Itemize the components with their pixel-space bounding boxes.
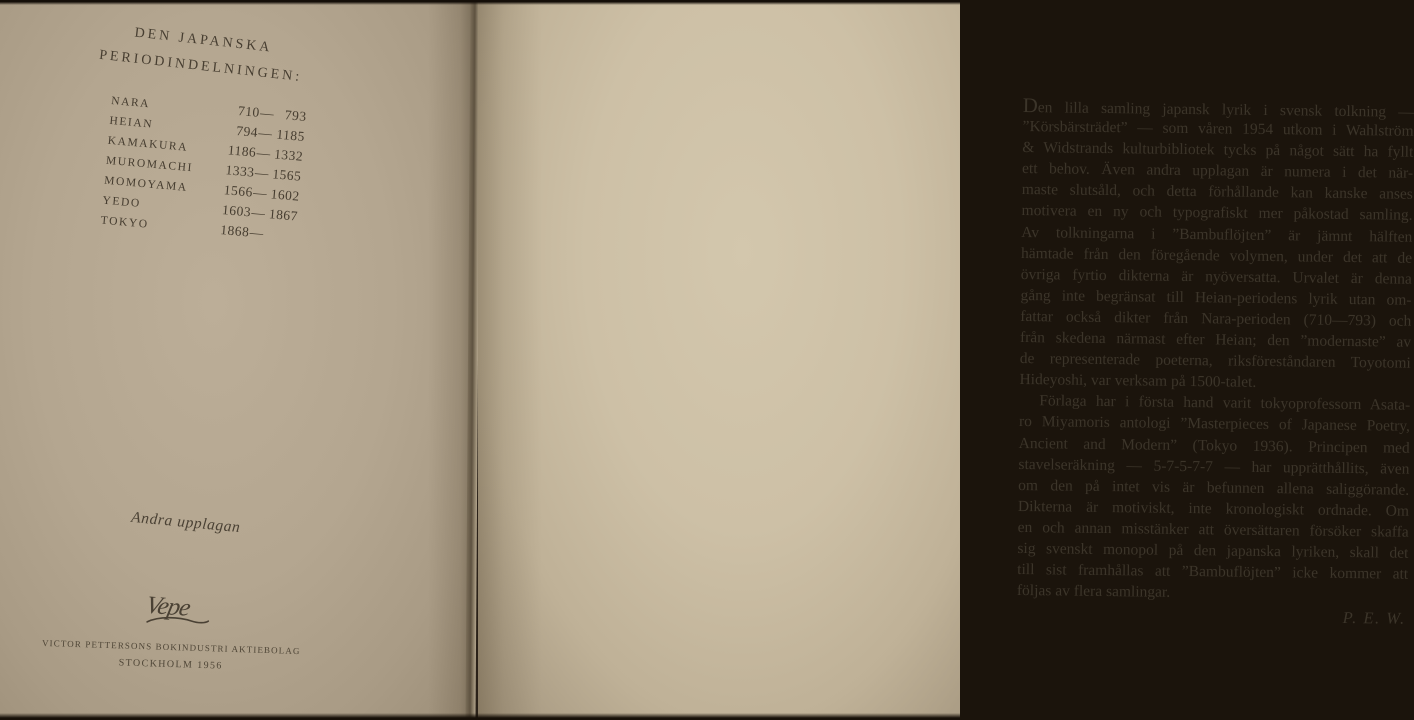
foreword-text <box>1017 95 1414 629</box>
period-year-from: 710 <box>237 103 261 120</box>
period-year-dash: — <box>249 224 265 241</box>
photo-edge-top <box>0 0 960 5</box>
left-page <box>0 0 474 720</box>
edition-note: Andra upplagan <box>130 508 242 537</box>
printer-imprint <box>40 638 303 674</box>
text-line: motivera en ny och typografiskt mer påkostad samling. <box>1021 202 1413 225</box>
period-year-dash: — <box>259 105 275 122</box>
text-line: sig svenskt monopol på den japanska lyriken, skall det <box>1017 539 1409 562</box>
translator-signature: P. E. W. <box>1342 608 1406 628</box>
text-line: Hideyoshi, var verksam på 1500-talet. <box>1019 371 1257 392</box>
period-name: KAMAKURA <box>107 134 189 154</box>
foreword-lines <box>1017 95 1414 606</box>
period-name: TOKYO <box>100 214 150 231</box>
period-heading-line2: PERIODINDELNINGEN: <box>98 47 303 86</box>
period-name: HEIAN <box>108 114 154 131</box>
period-year-dash: — <box>257 124 274 142</box>
text-line: om den på intet vis är befunnen allena saliggörande. <box>1018 476 1410 499</box>
period-name: MOMOYAMA <box>103 174 189 194</box>
text-line: maste slutsåld, och detta förhållande kan kanske anses <box>1021 181 1413 204</box>
text-line: gång inte begränsat till Heian-periodens lyrik utan om- <box>1020 286 1412 309</box>
text-line: & Widstrands kulturbibliotek tycks på något sätt ha fyllt <box>1022 139 1414 161</box>
period-year-from: 1333 <box>225 162 256 180</box>
period-year-dash: — <box>256 144 272 162</box>
printer-name: VICTOR PETTERSONS BOKINDUSTRI AKTIEBOLAG <box>41 637 301 657</box>
text-line: hämtade från den föregående volymen, under det att de <box>1020 244 1413 267</box>
text-line: Förlaga har i första hand varit tokyoprofessorn Asata- <box>1039 392 1411 415</box>
period-year-dash: — <box>252 184 268 201</box>
text-line: en och annan misstänker att översättaren försöker skaffa <box>1017 518 1409 541</box>
period-year-from: 1186 <box>227 142 257 160</box>
period-name: NARA <box>110 94 151 111</box>
period-heading <box>86 16 318 93</box>
period-year-to: 1602 <box>270 186 301 204</box>
text-line: följas av flera samlingar. <box>1016 582 1171 601</box>
period-year-dash: — <box>254 164 270 181</box>
text-line: till sist framhållas att ”Bambuflöjten” icke kommer att <box>1017 561 1409 583</box>
printer-city-year: STOCKHOLM 1956 <box>118 657 223 672</box>
printer-logo <box>145 592 211 628</box>
text-line: Av tolkningarna i ”Bambuflöjten” är jämnt hälften <box>1021 223 1413 246</box>
period-year-dash: — <box>250 204 267 221</box>
period-year-to: 793 <box>284 107 308 125</box>
period-years <box>225 102 307 125</box>
text-line: övriga fyrtio dikterna är nyöversatta. Urvalet är denna <box>1020 265 1412 288</box>
period-year-from: 1603 <box>221 202 252 220</box>
period-year-to: 1185 <box>275 126 306 144</box>
period-heading-line1: DEN JAPANSKA <box>133 25 274 56</box>
period-name: MUROMACHI <box>105 154 194 175</box>
text-line: ”Körsbärsträdet” — som våren 1954 utkom i Wahlström <box>1022 118 1414 140</box>
text-line: de representerade poeterna, riksföreståndaren Toyotomi <box>1019 350 1411 372</box>
photo-edge-bottom <box>0 713 960 720</box>
period-name: YEDO <box>101 194 142 210</box>
text-line: Ancient and Modern” (Tokyo 1936). Principen med <box>1018 434 1410 457</box>
text-line: från skedena närmast efter Heian; den ”modernaste” av <box>1019 329 1412 351</box>
period-year-from: 794 <box>235 123 259 140</box>
period-year-from: 1868 <box>219 222 250 240</box>
period-year-to: 1565 <box>271 166 303 184</box>
text-line: ett behov. Även andra upplagan är numera i det när- <box>1021 160 1414 183</box>
right-page <box>478 0 1414 720</box>
text-line: Dikterna är motiviskt, inte kronologiskt ordnade. Om <box>1017 497 1410 520</box>
text-line: ro Miyamoris antologi ”Masterpieces of Japanese Poetry, <box>1018 413 1411 436</box>
period-table <box>100 92 307 249</box>
text-line: fattar också dikter från Nara-perioden (710—793) och <box>1020 307 1412 330</box>
period-year-to: 1332 <box>273 146 304 164</box>
period-year-to: 1867 <box>268 206 299 224</box>
text-line: stavelseräkning — 5-7-5-7-7 — har upprätthållits, även <box>1018 455 1410 478</box>
period-year-to <box>264 226 297 245</box>
text-line: Den lilla samling japansk lyrik i svensk tolkning — <box>1022 94 1414 121</box>
printer-logo-text: Vepe <box>143 591 193 622</box>
period-year-from: 1566 <box>223 182 254 200</box>
